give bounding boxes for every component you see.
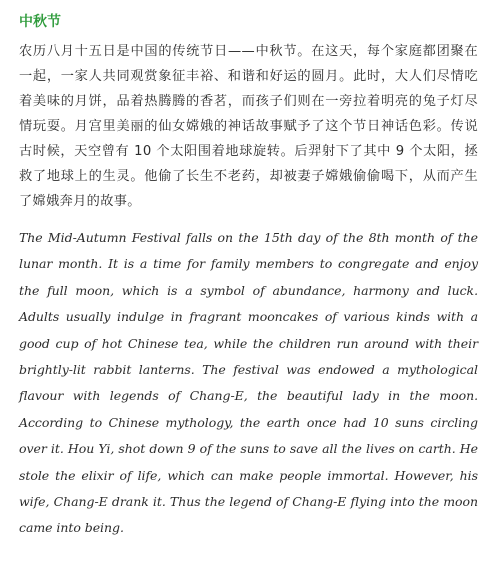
chinese-paragraph: 农历八月十五日是中国的传统节日——中秋节。在这天，每个家庭都团聚在一起，一家人共同观赏象征丰裕、和谐和好运的圆月。此时，大人们尽情吃着美味的月饼，品着热腾腾的香茗，而孩子们则在一旁拉着明亮的兔子灯尽情玩耍。月宫里美丽的仙女嫦娥的神话故事赋予了这个节日神话色彩。传说古时候，天空曾有 10 个太阳围着地球旋转。后羿射下了其中 9 个太阳，拯救了地球上的生灵。他偷了长生不老药，却被妻子嫦娥偷偷喝下，从而产生了嫦娥奔月的故事。 bbox=[19, 44, 478, 209]
article-title: 中秋节 bbox=[19, 14, 61, 30]
english-paragraph: The Mid-Autumn Festival falls on the 15th day of the 8th month of the lunar month. It is a time for family members to congregate and enjoy the full moon, which is a symbol of abundance, harmony and luck. Adults usually indulge in fragrant mooncakes of various kinds with a good cup of hot Chinese tea, while the children run around with their brightly-lit rabbit lanterns. The festival was endowed a mythological flavour with legends of Chang-E, the beautiful lady in the moon. According to Chinese mythology, the earth once had 10 suns circling over it. Hou Yi, shot down 9 of the suns to save all the lives on carth. He stole the elixir of life, which can make people immortal. However, his wife, Chang-E drank it. Thus the legend of Chang-E flying into the moon came into being. bbox=[19, 230, 478, 536]
